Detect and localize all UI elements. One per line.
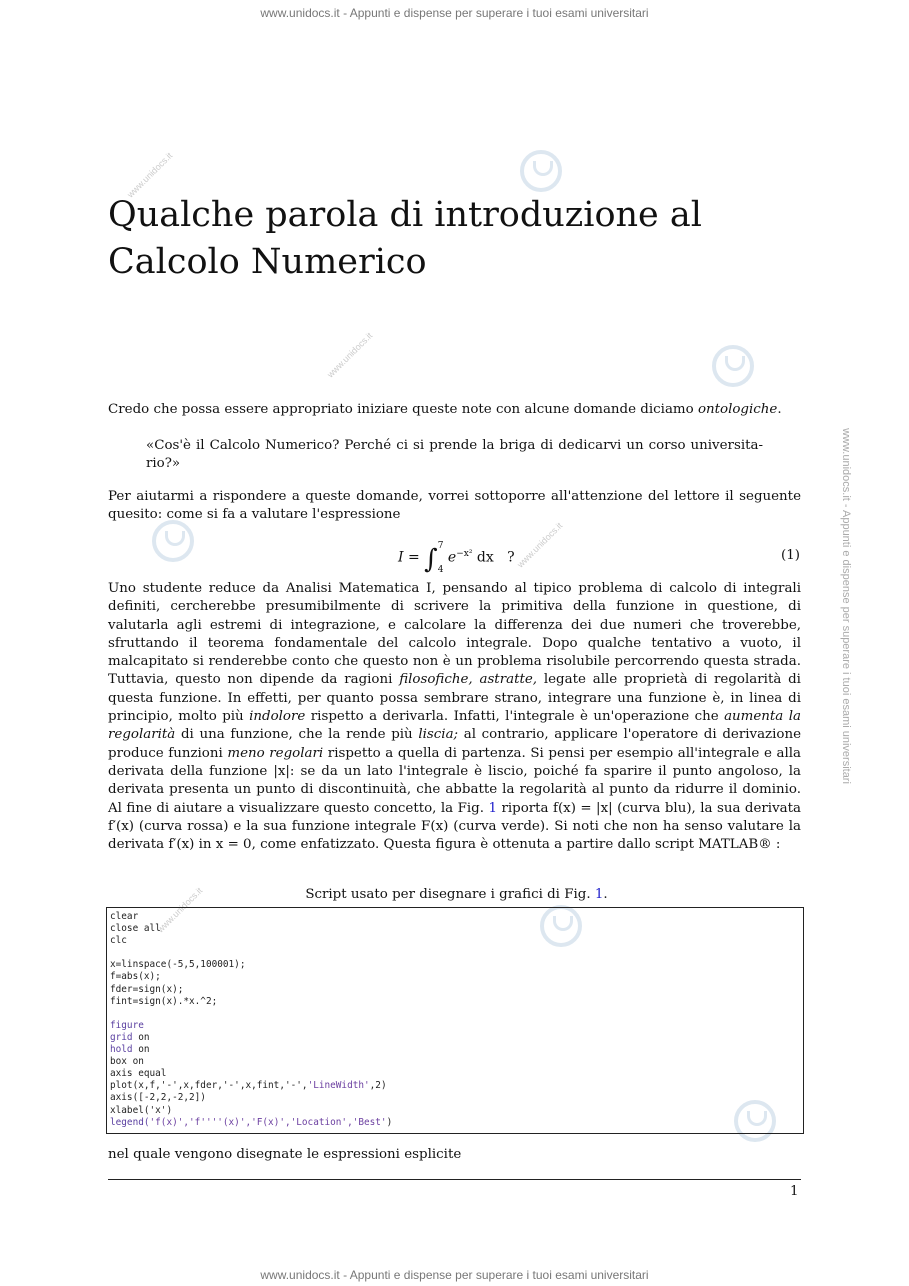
integral-equation: I = ∫$^7$ $_4$ $e^{-x^2}$ dx ? xyxy=(398,541,515,575)
listing-caption: Script usato per disegnare i grafici di Fig. 1. xyxy=(305,887,608,902)
chapter-title-line2: Calcolo Numerico xyxy=(108,242,427,282)
watermark-logo-icon xyxy=(152,520,194,562)
watermark-logo-icon xyxy=(712,345,754,387)
chapter-title xyxy=(108,192,702,286)
block-quote: «Cos'è il Calcolo Numerico? Perché ci si prende la briga di dedicarvi un corso universita-rio?» xyxy=(146,438,763,472)
page-number: 1 xyxy=(790,1184,799,1199)
watermark-diag: www.unidocs.it xyxy=(155,885,205,935)
footer-rule xyxy=(108,1179,801,1180)
body-paragraph: Uno studente reduce da Analisi Matematica I, pensando al tipico problema di calcolo di integrali definiti, cercherebbe presumibilmente di scrivere la primitiva della funzione in questione, di valutarla agli estremi di integrazione, e calcolare la differenza dei due numeri che troverebbe, sfruttando il teorema fondamentale del calcolo integrale. Dopo qualche tentativo a vuoto, il malcapitato si renderebbe conto che questo non è un problema risolubile percorrendo questa strada. Tuttavia, questo non dipende da ragioni filosofiche, astratte, legate alle proprietà di regolarità di questa funzione. In effetti, per quanto possa sembrare strano, integrare una funzione è, in linea di principio, molto più indolore rispetto a derivarla. Infatti, l'integrale è un'operazione che aumenta la regolarità di una funzione, che la rende più liscia; al contrario, applicare l'operatore di derivazione produce funzioni meno regolari rispetto a quella di partenza. Si pensi per esempio all'integrale e alla derivata della funzione |x|: se da un lato l'integrale è liscio, poiché fa sparire il punto angoloso, la derivata presenta un punto di discontinuità, che abbatte la regolarità al punto da ridurre il dominio. Al fine di aiutare a visualizzare questo concetto, la Fig. 1 riporta f(x) = |x| (curva blu), la sua derivata f′(x) (curva rossa) e la sua funzione integrale F(x) (curva verde). Si noti che non ha senso valutare la derivata f′(x) in x = 0, come enfatizzato. Questa figura è ottenuta a partire dallo script MATLAB® : xyxy=(108,581,802,853)
code-listing: clear close all clc x=linspace(-5,5,100001); f=abs(x); fder=sign(x); fint=sign(x).*x.^2; figure grid on hold on box on axis equal plot(x,f,'-',x,fder,'-',x,fint,'-','LineWidth',2) axis([-2,2,-2,2]) xlabel('x') legend('f(x)','f''''(x)','F(x)','Location','Best') xyxy=(106,907,804,1134)
watermark-banner-top: www.unidocs.it - Appunti e dispense per superare i tuoi esami universitari xyxy=(260,6,649,20)
watermark-diag: www.unidocs.it xyxy=(125,150,175,200)
equation-number: (1) xyxy=(781,548,800,563)
chapter-title-line1: Qualche parola di introduzione al xyxy=(108,195,702,235)
intro-paragraph: Credo che possa essere appropriato iniziare queste note con alcune domande diciamo ontologiche. xyxy=(108,402,782,417)
figure-ref-link[interactable]: 1 xyxy=(594,887,604,902)
watermark-banner-bottom: www.unidocs.it - Appunti e dispense per superare i tuoi esami universitari xyxy=(260,1268,649,1282)
watermark-right: www.unidocs.it - Appunti e dispense per superare i tuoi esami universitari xyxy=(839,428,852,784)
watermark-diag: www.unidocs.it xyxy=(325,330,375,380)
watermark-diag: www.unidocs.it xyxy=(515,520,565,570)
watermark-logo-icon xyxy=(520,150,562,192)
after-code-paragraph: nel quale vengono disegnate le espressioni esplicite xyxy=(108,1147,462,1162)
question-paragraph: Per aiutarmi a rispondere a queste domande, vorrei sottoporre all'attenzione del lettore il seguente quesito: come si fa a valutare l'espressione xyxy=(108,489,801,523)
figure-ref-link[interactable]: 1 xyxy=(488,800,497,816)
